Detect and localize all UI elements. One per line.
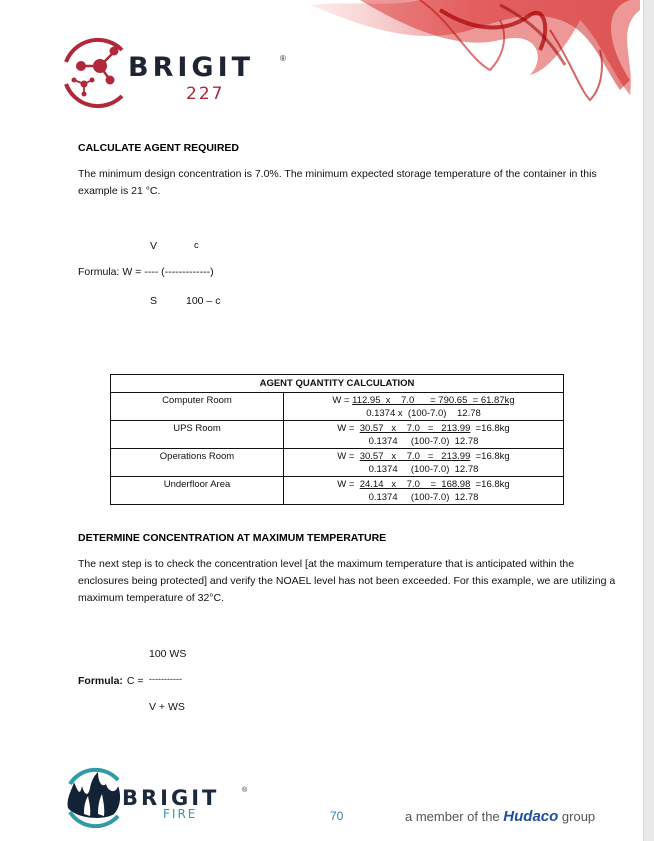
calc-denominator: 0.1374 (100-7.0) 12.78 xyxy=(368,435,479,447)
molecule-icon xyxy=(58,32,130,110)
calc-numerator: 30.57 x 7.0 = 213.99 xyxy=(359,450,471,462)
room-name: Underfloor Area xyxy=(111,477,284,505)
calc-numerator: 24.14 x 7.0 = 168.98 xyxy=(359,478,471,490)
calc-cell xyxy=(284,421,564,449)
section2-paragraph: The next step is to check the concentration level [at the maximum temperature that is anticipated within the enclosures being protected] and verify the NOAEL level has not been exceeded. For this example, we are utilizing a maximum temperature of 32°C. xyxy=(78,558,616,604)
calc-result: =16.8kg xyxy=(470,478,510,490)
calc-cell xyxy=(284,449,564,477)
agent-quantity-table xyxy=(110,374,564,505)
formula-numerator-v: V xyxy=(150,240,158,252)
room-name: Computer Room xyxy=(111,393,284,421)
flame-icon xyxy=(62,764,124,830)
logo-brand-text: BRIGIT xyxy=(128,52,255,83)
calc-cell xyxy=(284,477,564,505)
brigit-fire-logo xyxy=(62,764,292,830)
footer-logo-brand: BRIGIT xyxy=(122,786,220,810)
section-heading-calculate-agent: CALCULATE AGENT REQUIRED xyxy=(78,142,239,154)
footer-logo-product: FIRE xyxy=(163,807,198,821)
formula-c-bar: ----------- xyxy=(149,674,182,684)
registered-mark: ® xyxy=(280,54,286,63)
logo-product-text: 227 xyxy=(186,84,225,104)
calc-prefix: W = xyxy=(337,450,360,462)
calc-denominator: 0.1374 x (100-7.0) 12.78 xyxy=(366,407,481,419)
formula-main-line: Formula: W = ---- (-------------) xyxy=(78,266,214,278)
formula-c-lhs: C = xyxy=(124,675,144,687)
formula-denominator-s: S xyxy=(150,295,158,307)
formula-c-denominator: V + WS xyxy=(149,701,185,713)
room-name: UPS Room xyxy=(111,421,284,449)
table-row xyxy=(111,449,564,477)
section-heading-max-temperature: DETERMINE CONCENTRATION AT MAXIMUM TEMPERATURE xyxy=(78,532,387,544)
table-row xyxy=(111,393,564,421)
footer-registered-mark: ® xyxy=(242,787,248,794)
calc-denominator: 0.1374 (100-7.0) 12.78 xyxy=(368,463,479,475)
red-smoke-graphic xyxy=(300,0,644,130)
page-number: 70 xyxy=(330,809,344,823)
hudaco-logo-text: Hudaco xyxy=(503,808,559,825)
calc-numerator: 30.57 x 7.0 = 213.99 xyxy=(359,422,471,434)
formula-c-numerator: 100 WS xyxy=(149,648,187,660)
calc-denominator: 0.1374 (100-7.0) 12.78 xyxy=(368,491,479,503)
table-row xyxy=(111,477,564,505)
page-edge-scrollbar[interactable] xyxy=(643,0,654,841)
member-pre-text: a member of the xyxy=(405,809,504,824)
formula-numerator-c: c xyxy=(194,240,199,251)
calc-numerator: 112.95 x 7.0 = 790.65 = 61.87kg xyxy=(352,394,515,406)
table-title: AGENT QUANTITY CALCULATION xyxy=(111,375,564,393)
section1-paragraph: The minimum design concentration is 7.0%. The minimum expected storage temperature of the container in this example is 21 °C. xyxy=(78,168,597,197)
calc-result: =16.8kg xyxy=(470,422,510,434)
calc-prefix: W = xyxy=(337,478,360,490)
member-tagline xyxy=(405,808,595,825)
calc-prefix: W = xyxy=(337,422,360,434)
formula-c-label: Formula: xyxy=(78,675,123,687)
calc-cell xyxy=(284,393,564,421)
member-post-text: group xyxy=(558,809,596,824)
brigit-227-logo xyxy=(58,32,288,112)
calc-prefix: W = xyxy=(332,394,353,406)
table-row xyxy=(111,421,564,449)
room-name: Operations Room xyxy=(111,449,284,477)
formula-denominator-100c: 100 – c xyxy=(186,295,221,307)
calc-result: =16.8kg xyxy=(470,450,510,462)
